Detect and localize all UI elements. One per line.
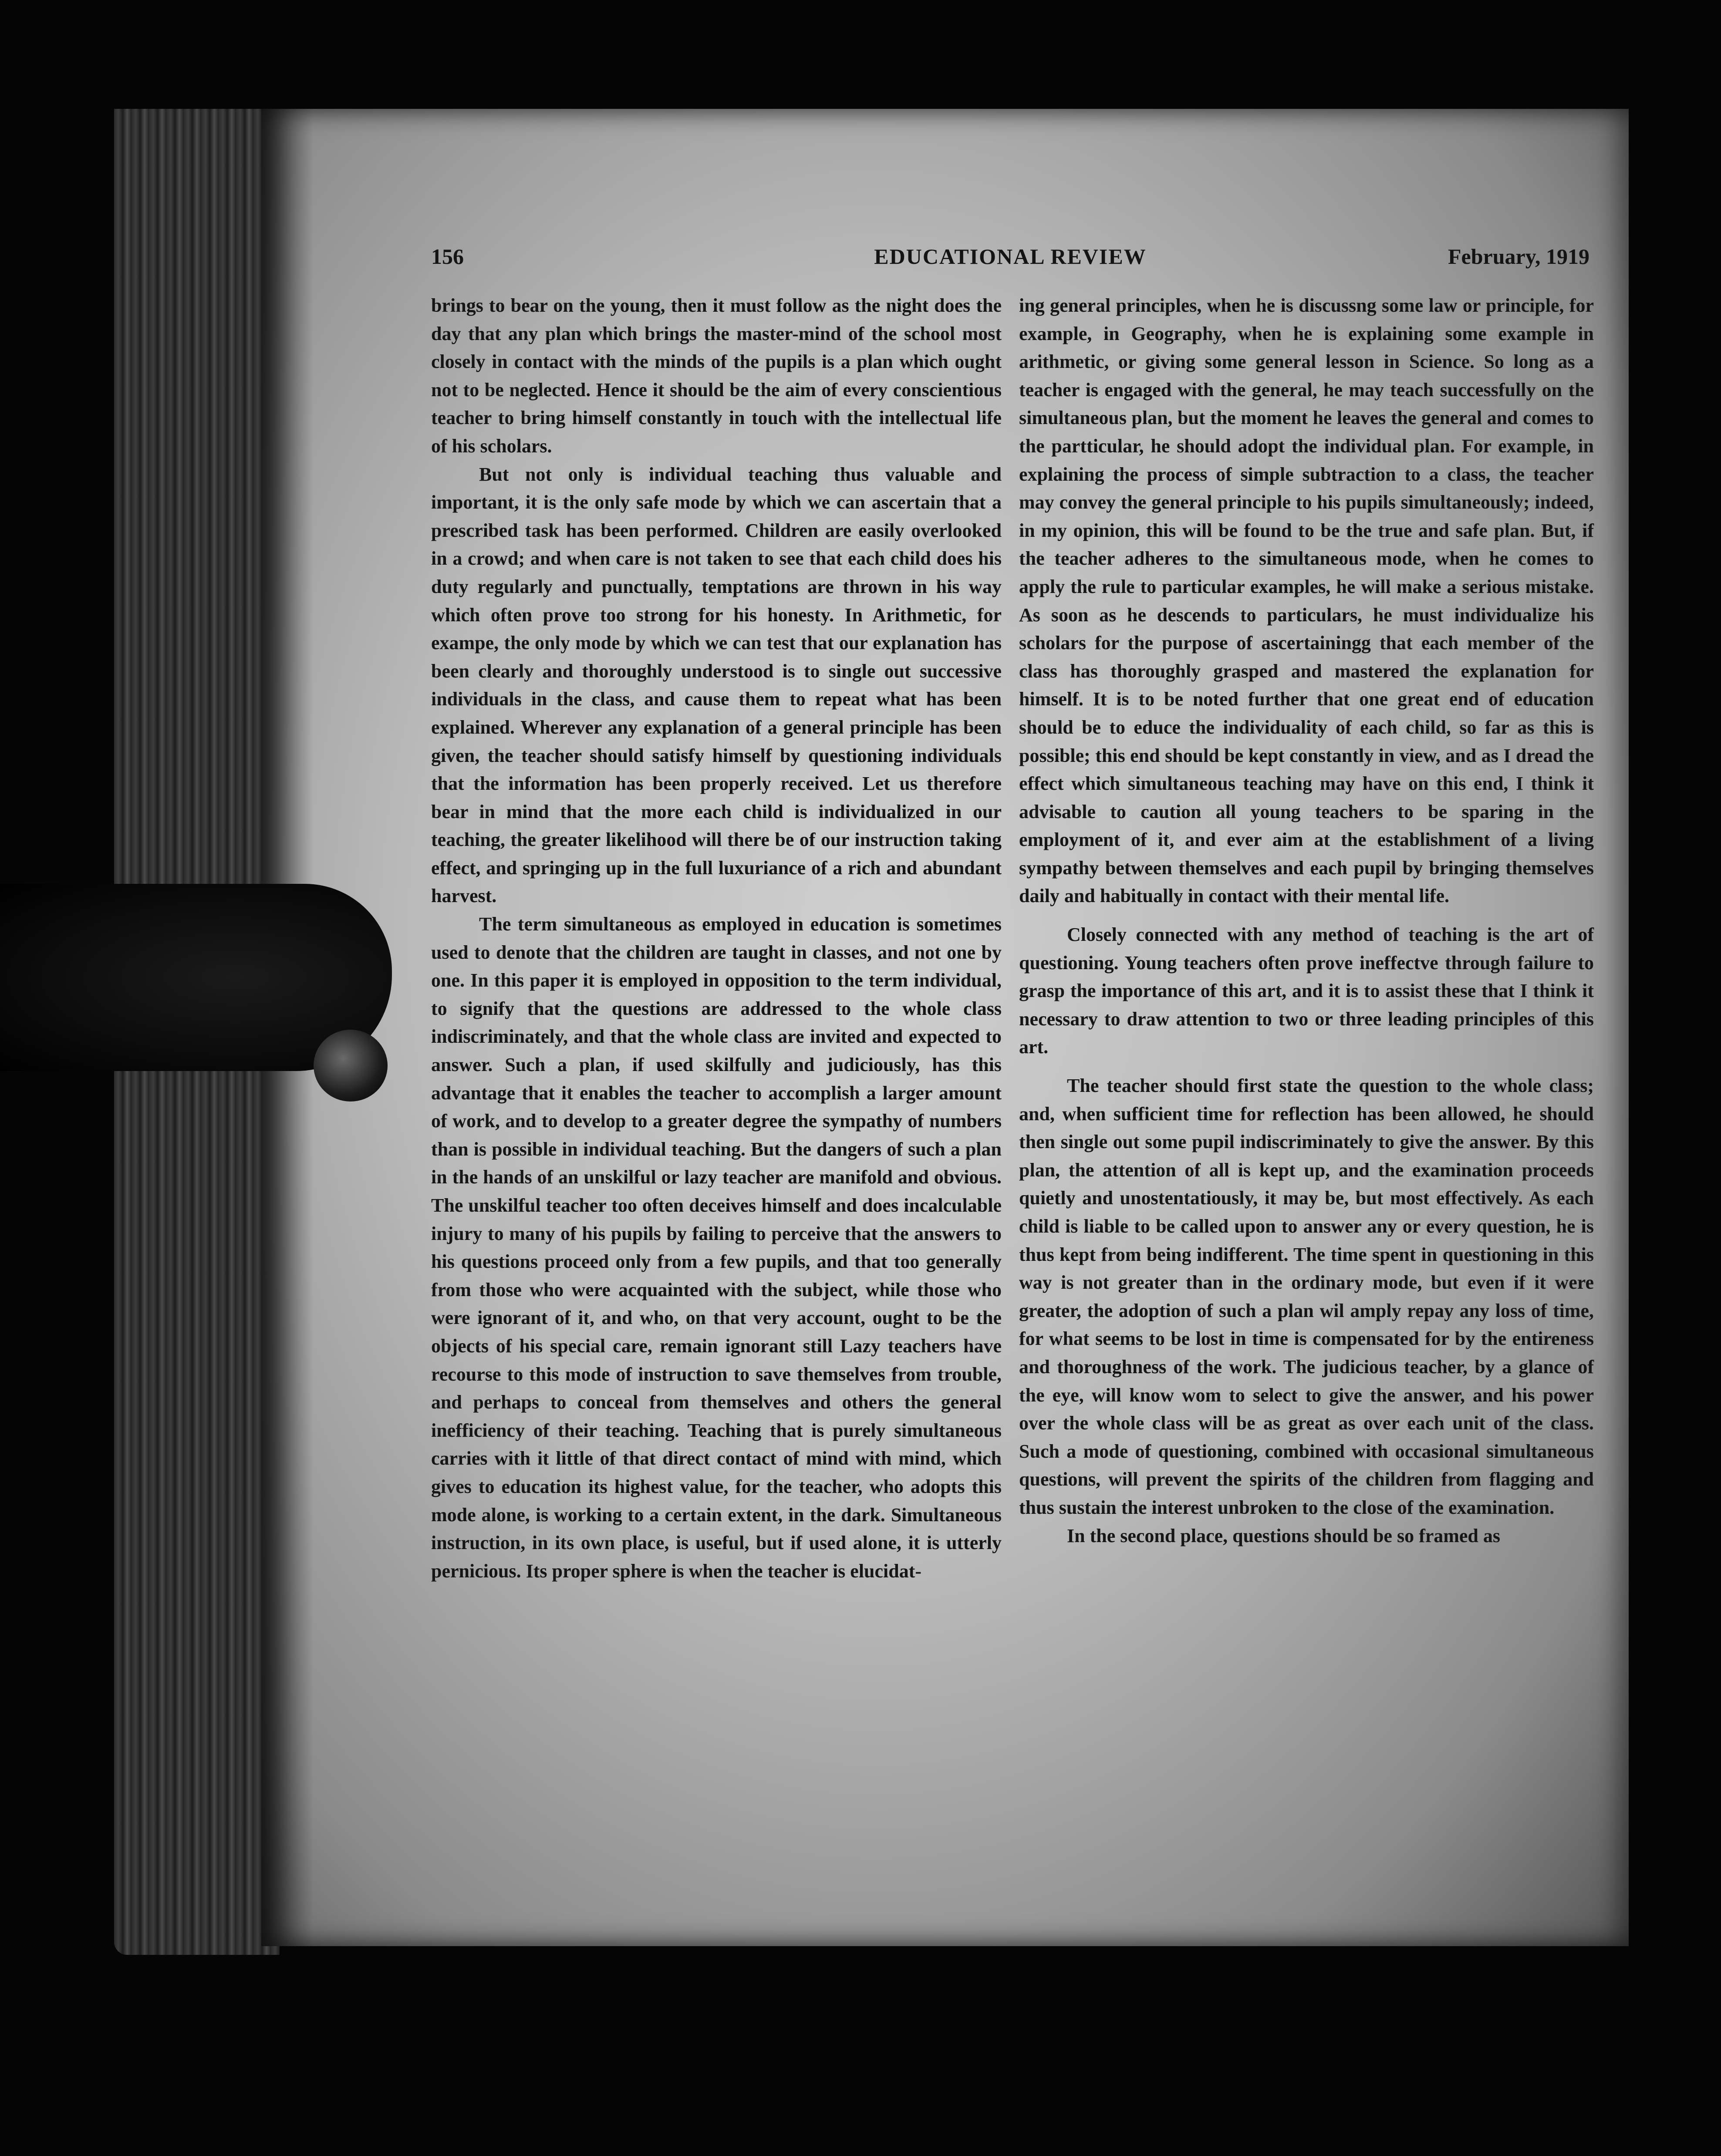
paragraph: Closely connected with any method of teaching is the art of questioning. Young teachers often prove ineffectve through failure to grasp the importance of this art, and it is to assist these that I think it necessary to draw attention to two or three leading principles of this art. — [1019, 924, 1594, 1058]
issue-date: February, 1919 — [1448, 244, 1589, 269]
running-head — [431, 244, 1589, 279]
paragraph: In the second place, questions should be so framed as — [1067, 1525, 1501, 1546]
page-number: 156 — [431, 244, 464, 269]
journal-title: EDUCATIONAL REVIEW — [874, 244, 1147, 269]
thumbnail-highlight — [314, 1030, 388, 1102]
paragraph: ing general principles, when he is discussng some law or principle, for example, in Geography, when he is explaining some example in arithmetic, or giving some general lesson in Science. So long as a teacher is engaged with the general, he may teach successfully on the simultaneous plan, but the moment he leaves the general and comes to the partticular, he should adopt the individual plan. For example, in explaining the process of simple subtraction to a class, the teacher may convey the general principle to his pupils simultaneously; indeed, in my opinion, this will be found to be the true and safe plan. But, if the teacher adheres to the simultaneous mode, when he comes to apply the rule to particular examples, he will make a serious mistake. As soon as he descends to particulars, he must individualize his scholars for the purpose of ascertainingg that each member of the class has thoroughly grasped and mastered the explanation for himself. It is to be noted further that one great end of education should be to educe the individuality of each child, so far as this is possible; this end should be kept constantly in view, and as I dread the effect which simultaneous teaching may have on this end, I think it advisable to caution all young teachers to be sparing in the employment of it, and ever aim at the establishment of a living sympathy between themselves and each pupil by bringing themselves daily and habitually in contact with their mental life. — [1019, 295, 1594, 907]
left-column — [431, 292, 1002, 1585]
paragraph: The teacher should first state the question to the whole class; and, when sufficient time for reflection has been allowed, he should then single out some pupil indiscriminately to give the answer. By this plan, the attention of all is kept up, and the examination proceeds quietly and unostentatiously, it may be, but most effectively. As each child is liable to be called upon to answer any or every question, he is thus kept from being indifferent. The time spent in questioning in this way is not greater than in the ordinary mode, but even if it were greater, the adoption of such a plan wil amply repay any loss of time, for what seems to be lost in time is compensated for by the entireness and thoroughness of the work. The judicious teacher, by a glance of the eye, will know wom to select to give the answer, and his power over the whole class will be as great as over each unit of the class. Such a mode of questioning, combined with occasional simultaneous questions, will prevent the spirits of the children from flagging and thus sustain the interest unbroken to the close of the examination. — [1019, 1075, 1594, 1518]
paragraph: But not only is individual teaching thus valuable and important, it is the only safe mode by which we can ascertain that a prescribed task has been performed. Children are easily overlooked in a crowd; and when care is not taken to see that each child does his duty regularly and punctually, temptations are thrown in his way which often prove too strong for his honesty. In Arithmetic, for exampe, the only mode by which we can test that our explanation has been clearly and thoroughly understood is to single out successive individuals in the class, and cause them to repeat what has been explained. Wherever any explanation of a general principle has been given, the teacher should satisfy himself by questioning individuals that the information has been properly received. Let us therefore bear in mind that the more each child is individualized in our teaching, the greater likelihood will there be of our instruction taking effect, and springing up in the full luxuriance of a rich and abundant harvest. — [431, 463, 1002, 907]
right-column — [1019, 292, 1594, 1550]
paragraph: The term simultaneous as employed in education is sometimes used to denote that the children are taught in classes, and not one by one. In this paper it is employed in opposition to the term individual, to signify that the questions are addressed to the whole class indiscriminately, and that the whole class are invited and expected to answer. Such a plan, if used skilfully and judiciously, has this advantage that it enables the teacher to accomplish a larger amount of work, and to develop to a greater degree the sympathy of numbers than is possible in individual teaching. But the dangers of such a plan in the hands of an unskilful or lazy teacher are manifold and obvious. The unskilful teacher too often deceives himself and does incalculable injury to many of his pupils by failing to perceive that the answers to his questions proceed only from a few pupils, and that too generally from those who were acquainted with the subject, while those who were ignorant of it, and who, on that very account, ought to be the objects of his special care, remain ignorant still Lazy teachers have recourse to this mode of instruction to save themselves from trouble, and perhaps to conceal from themselves and others the general inefficiency of their teaching. Teaching that is purely simultaneous carries with it little of that direct contact of mind with mind, which gives to education its highest value, for the teacher, who adopts this mode alone, is working to a certain extent, in the dark. Simultaneous instruction, in its own place, is useful, but if used alone, it is utterly pernicious. Its proper sphere is when the teacher is elucidat- — [431, 913, 1002, 1582]
paragraph: brings to bear on the young, then it must follow as the night does the day that any plan which brings the master-mind of the school most closely in contact with the minds of the pupils is a plan which ought not to be neglected. Hence it should be the aim of every conscientious teacher to bring himself constantly in touch with the intellectual life of his scholars. — [431, 295, 1002, 457]
